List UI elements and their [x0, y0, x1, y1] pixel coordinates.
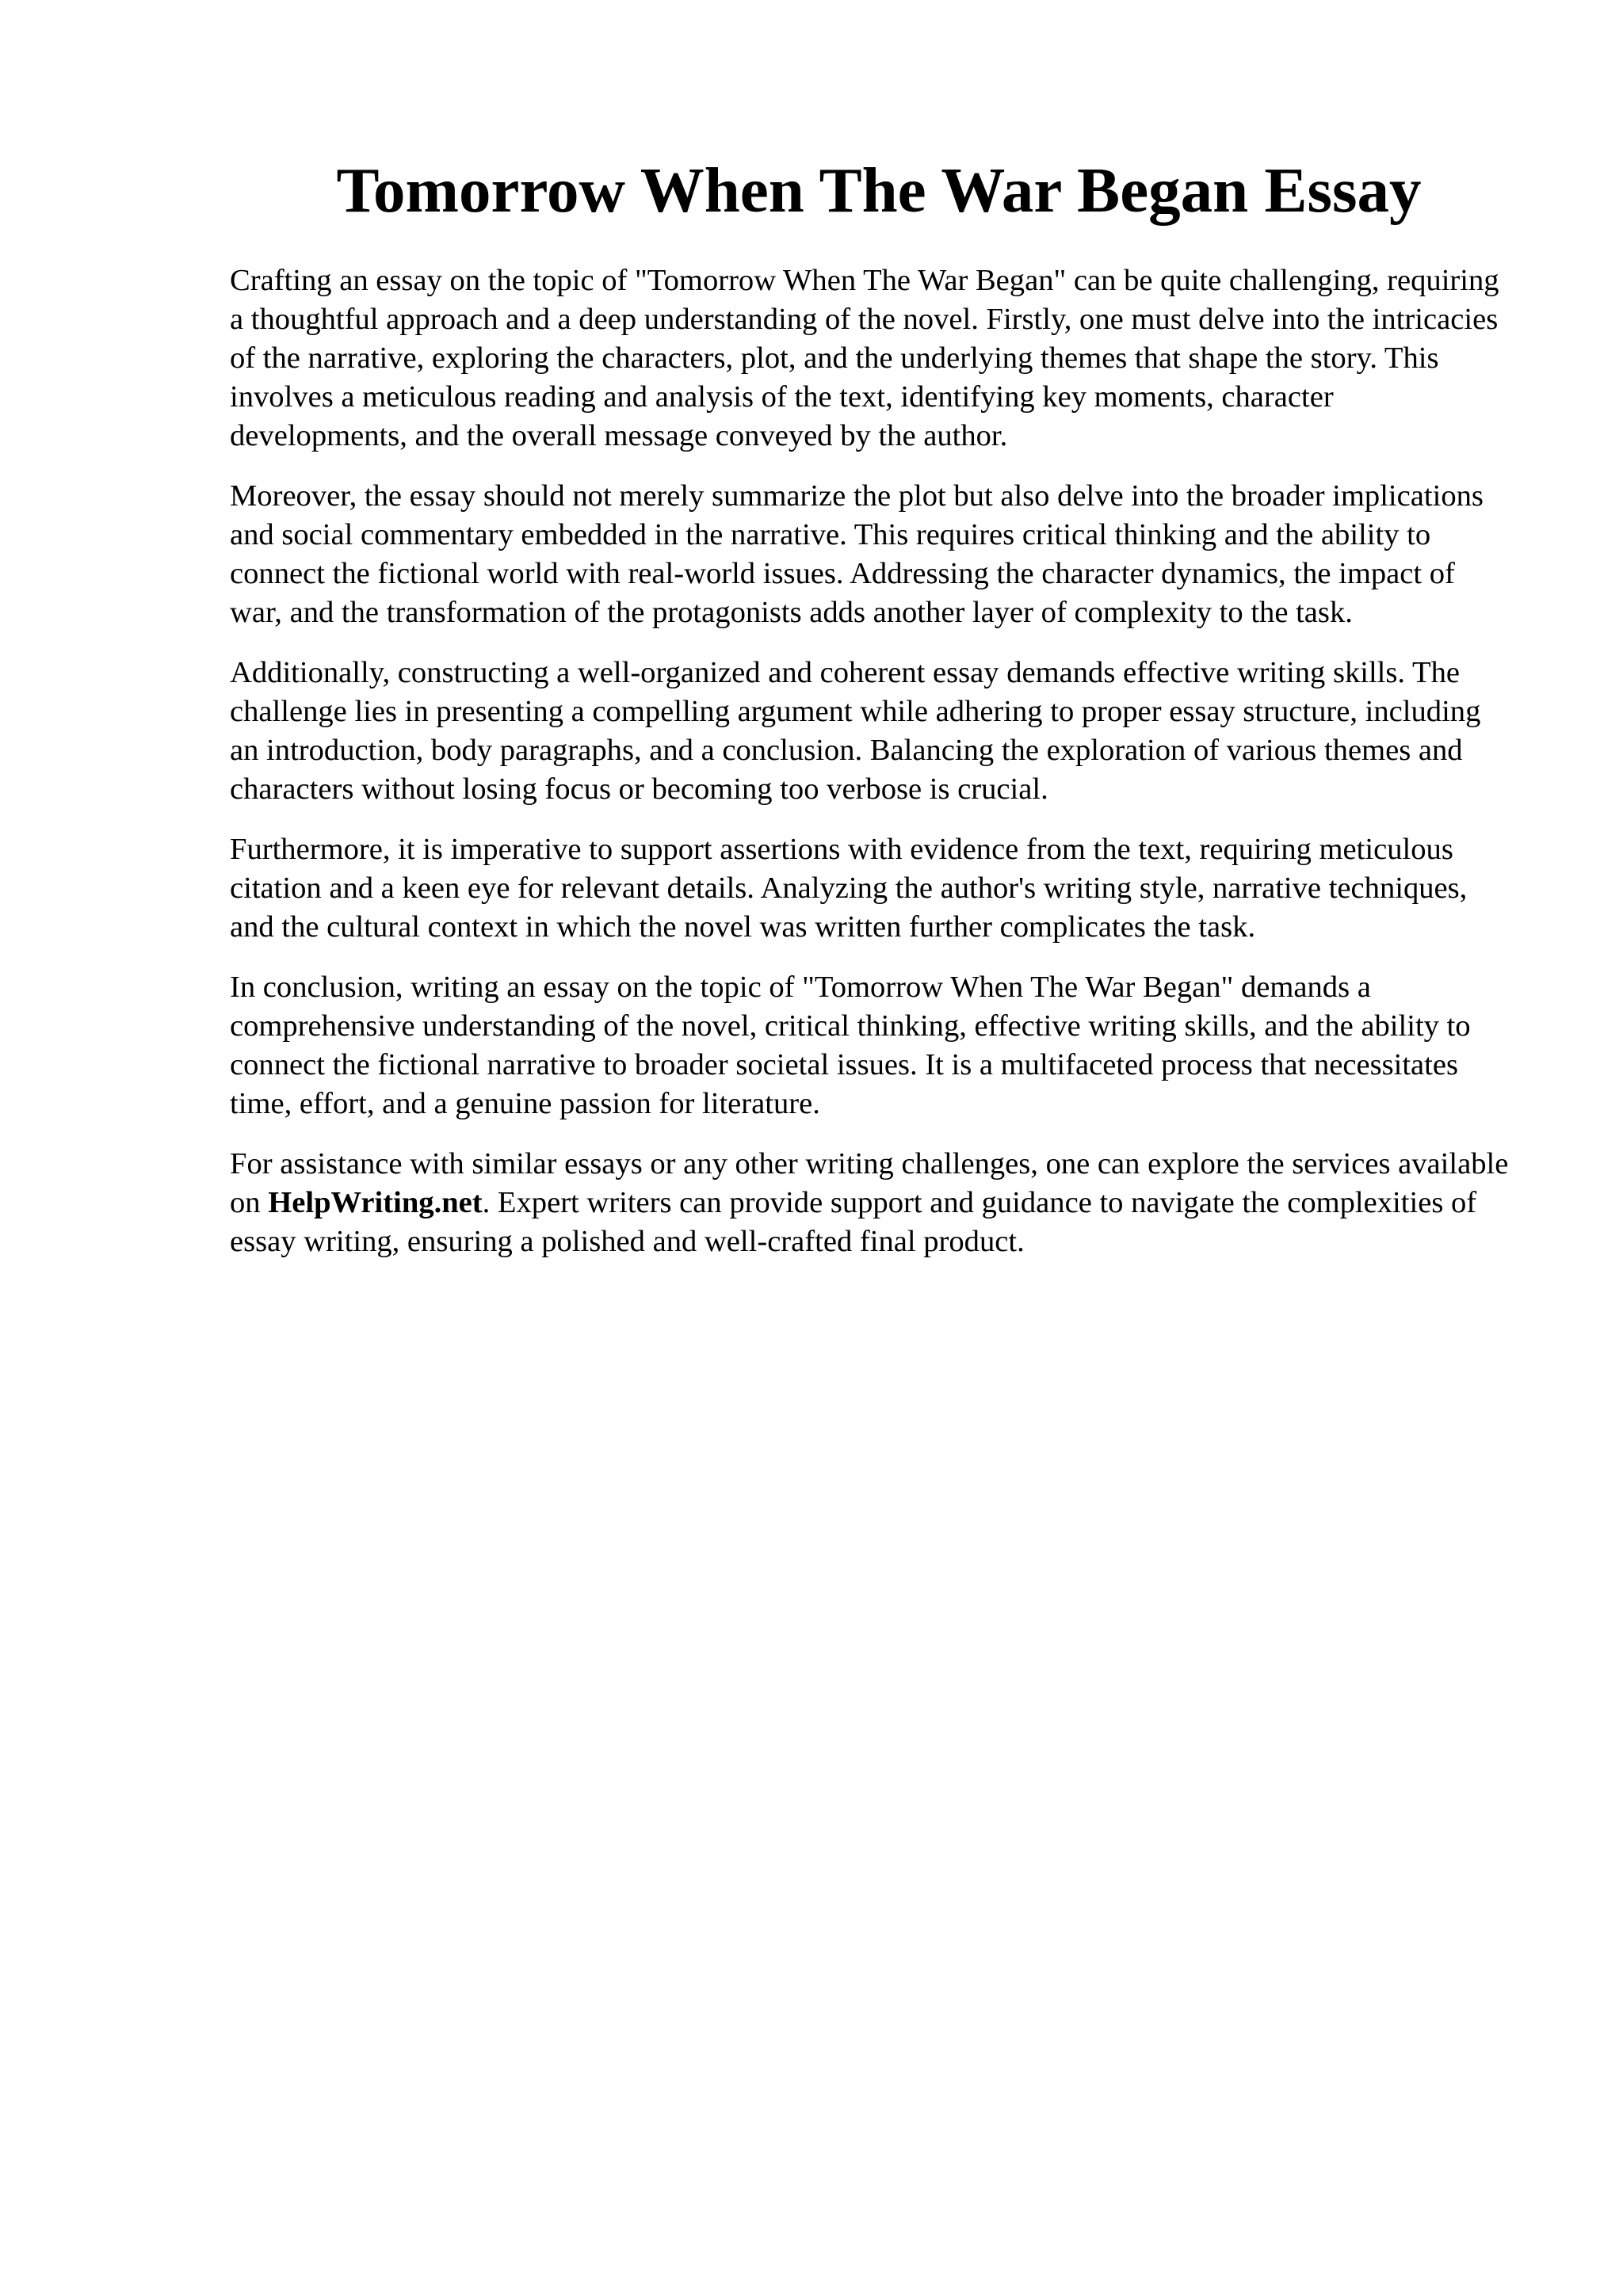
- paragraph-intro: Crafting an essay on the topic of "Tomorrow When The War Began" can be quite challenging, requiring a thoughtful approach and a deep understanding of the novel. Firstly, one must delve into the intricacies of the narrative, exploring the characters, plot, and the underlying themes that shape the story. This involves a meticulous reading and analysis of the text, identifying key moments, character developments, and the overall message conveyed by the author.: [230, 264, 1499, 452]
- closing-text-before: For assistance with similar essays or any other writing challenges, one can explore the services available on: [230, 1147, 1509, 1219]
- helpwriting-link[interactable]: HelpWriting.net: [268, 1186, 483, 1219]
- closing-text-after: . Expert writers can provide support and guidance to navigate the complexities of essay writing, ensuring a polished and well-crafted final product.: [230, 1186, 1477, 1258]
- paragraph-evidence: Furthermore, it is imperative to support assertions with evidence from the text, requiring meticulous citation and a keen eye for relevant details. Analyzing the author's writing style, narrative techniques, and the cultural context in which the novel was written further complicates the task.: [230, 833, 1468, 944]
- paragraph-conclusion: In conclusion, writing an essay on the topic of "Tomorrow When The War Began" demands a comprehensive understanding of the novel, critical thinking, effective writing skills, and the ability to connect the fictional narrative to broader societal issues. It is a multifaceted process that necessitates time, effort, and a genuine passion for literature.: [230, 971, 1471, 1120]
- essay-body: [230, 261, 1514, 1283]
- page-title: Tomorrow When The War Began Essay: [336, 154, 1422, 226]
- paragraph-closing: [230, 1145, 1514, 1261]
- paragraph-writing-skills: Additionally, constructing a well-organized and coherent essay demands effective writing skills. The challenge lies in presenting a compelling argument while adhering to proper essay structure, including an introduction, body paragraphs, and a conclusion. Balancing the exploration of various themes and characters without losing focus or becoming too verbose is crucial.: [230, 656, 1481, 806]
- paragraph-implications: Moreover, the essay should not merely summarize the plot but also delve into the broader implications and social commentary embedded in the narrative. This requires critical thinking and the ability to connect the fictional world with real-world issues. Addressing the character dynamics, the impact of war, and the transformation of the protagonists adds another layer of complexity to the task.: [230, 479, 1484, 629]
